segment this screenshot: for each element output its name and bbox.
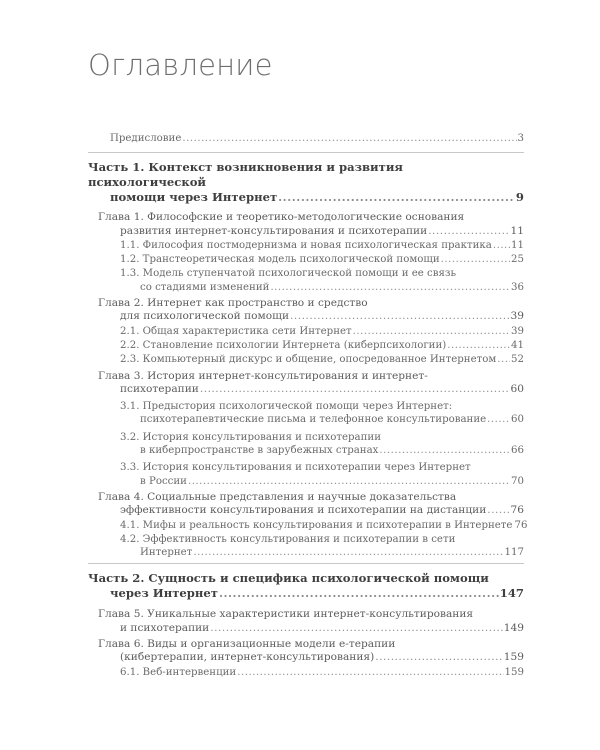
dot-leader (200, 383, 510, 396)
dot-leader (182, 132, 516, 145)
dot-leader (290, 310, 509, 323)
entry-title: 3.1. Предыстория психологической помощи через Интернет: (120, 401, 453, 413)
page-number: 60 (510, 382, 524, 395)
dot-leader (375, 651, 503, 664)
toc-entry-section-3-1[interactable] (88, 400, 524, 427)
dot-leader (428, 225, 509, 238)
entry-title: 3.2. История консультирования и психотерапии (120, 431, 381, 443)
dot-leader (447, 339, 510, 352)
dot-leader (379, 444, 510, 457)
dot-leader (188, 475, 510, 488)
entry-title-cont: через Интернет (110, 586, 218, 601)
toc-entry-section-3-3[interactable] (88, 461, 524, 488)
page-number: 76 (514, 519, 528, 531)
page-number: 147 (499, 586, 524, 601)
toc-entry-preface[interactable] (88, 132, 524, 145)
entry-title: Предисловие (110, 133, 182, 144)
entry-title-cont: развития интернет-консультирования и психотерапии (120, 224, 428, 237)
entry-title-cont: (кибертерапии, интернет-консультирования) (120, 651, 375, 664)
toc-entry-chapter-4[interactable] (88, 491, 524, 518)
entry-title: Глава 4. Социальные представления и научные доказательства (98, 490, 457, 503)
toc-entry-chapter-3[interactable] (88, 370, 524, 397)
entry-title: 2.3. Компьютерный дискурс и общение, опосредованное Интернетом (120, 354, 497, 366)
toc-entry-chapter-5[interactable] (88, 608, 524, 635)
dot-leader (193, 546, 503, 559)
entry-title-cont: в России (140, 475, 187, 487)
page-number: 60 (511, 414, 524, 426)
toc-entry-section-6-1[interactable] (88, 666, 524, 679)
entry-title: 2.2. Становление психологии Интернета (киберпсихологии) (120, 339, 447, 351)
page-number: 159 (503, 651, 524, 664)
toc-entry-chapter-1[interactable] (88, 211, 524, 238)
page-number: 3 (517, 133, 524, 144)
entry-title-cont: эффективности консультирования и психотерапии на дистанции (120, 504, 487, 517)
dot-leader (219, 586, 499, 601)
entry-title-cont: и психотерапии (120, 621, 210, 634)
entry-title: Глава 1. Философские и теоретико-методологические основания (98, 211, 465, 224)
entry-title: Глава 3. История интернет-консультирования и интернет- (98, 369, 428, 382)
entry-title-cont: для психологической помощи (120, 310, 290, 323)
page-title: Оглавление (88, 48, 273, 82)
toc-entry-section-1-2[interactable] (88, 253, 524, 266)
page-number: 11 (511, 239, 524, 251)
table-of-contents (88, 132, 528, 679)
entry-title: Часть 2. Сущность и специфика психологической помощи (88, 571, 489, 586)
toc-entry-section-2-1[interactable] (88, 325, 524, 338)
page-number: 70 (511, 475, 524, 487)
entry-title-cont: в киберпространстве в зарубежных странах (140, 445, 379, 457)
entry-title: 3.3. История консультирования и психотерапии через Интернет (120, 462, 471, 474)
entry-title: 4.2. Эффективность консультирования и психотерапии в сети (120, 533, 456, 545)
divider (88, 152, 524, 153)
entry-title-cont: помощи через Интернет (110, 190, 278, 205)
page-number: 25 (511, 254, 524, 266)
page-number: 66 (511, 445, 524, 457)
entry-title-cont: психотерапии (120, 382, 199, 395)
entry-title: Глава 5. Уникальные характеристики интернет-консультирования (98, 608, 474, 621)
dot-leader (353, 325, 510, 338)
page-number: 76 (510, 504, 524, 517)
dot-leader (487, 413, 510, 426)
entry-title: 2.1. Общая характеристика сети Интернет (120, 325, 352, 337)
page-number: 149 (503, 621, 524, 634)
dot-leader (270, 281, 510, 294)
page-number: 39 (511, 325, 524, 337)
toc-entry-part-1[interactable] (88, 160, 524, 205)
page-number: 52 (511, 354, 524, 366)
dot-leader (493, 239, 510, 252)
toc-entry-section-4-2[interactable] (88, 533, 524, 560)
toc-entry-section-2-3[interactable] (88, 353, 524, 366)
dot-leader (497, 353, 510, 366)
toc-entry-part-2[interactable] (88, 571, 524, 601)
entry-title: 1.3. Модель ступенчатой психологической помощи и ее связь (120, 268, 457, 280)
entry-title: Глава 2. Интернет как пространство и средство (98, 297, 368, 310)
divider (88, 563, 524, 564)
dot-leader (237, 666, 503, 679)
page-number: 159 (504, 666, 524, 678)
entry-title-cont: со стадиями изменений (140, 281, 270, 293)
page-number: 11 (510, 224, 524, 237)
toc-entry-chapter-6[interactable] (88, 638, 524, 665)
dot-leader (487, 504, 509, 517)
toc-entry-section-1-1[interactable] (88, 239, 524, 252)
page-number: 117 (504, 547, 524, 559)
entry-title: 4.1. Мифы и реальность консультирования и психотерапии в Интернете (120, 519, 513, 531)
dot-leader (441, 253, 510, 266)
toc-entry-section-1-3[interactable] (88, 267, 524, 294)
entry-title: 6.1. Веб-интервенции (120, 666, 237, 678)
page-number: 39 (510, 310, 524, 323)
page-number: 36 (511, 281, 524, 293)
toc-entry-chapter-2[interactable] (88, 297, 524, 324)
page-number: 9 (515, 190, 524, 205)
entry-title-cont: психотерапевтические письма и телефонное консультирование (140, 414, 487, 426)
entry-title: 1.2. Транстеоретическая модель психологической помощи (120, 254, 440, 266)
toc-entry-section-4-1[interactable] (88, 519, 528, 532)
entry-title: Часть 1. Контекст возникновения и развития психологической (88, 160, 404, 190)
toc-entry-section-3-2[interactable] (88, 431, 524, 458)
entry-title: Глава 6. Виды и организационные модели е-терапии (98, 638, 396, 651)
dot-leader (278, 190, 515, 205)
entry-title: 1.1. Философия постмодернизма и новая психологическая практика (120, 239, 492, 251)
toc-entry-section-2-2[interactable] (88, 339, 524, 352)
entry-title-cont: Интернет (140, 547, 193, 559)
page-number: 41 (511, 339, 524, 351)
dot-leader (210, 622, 503, 635)
